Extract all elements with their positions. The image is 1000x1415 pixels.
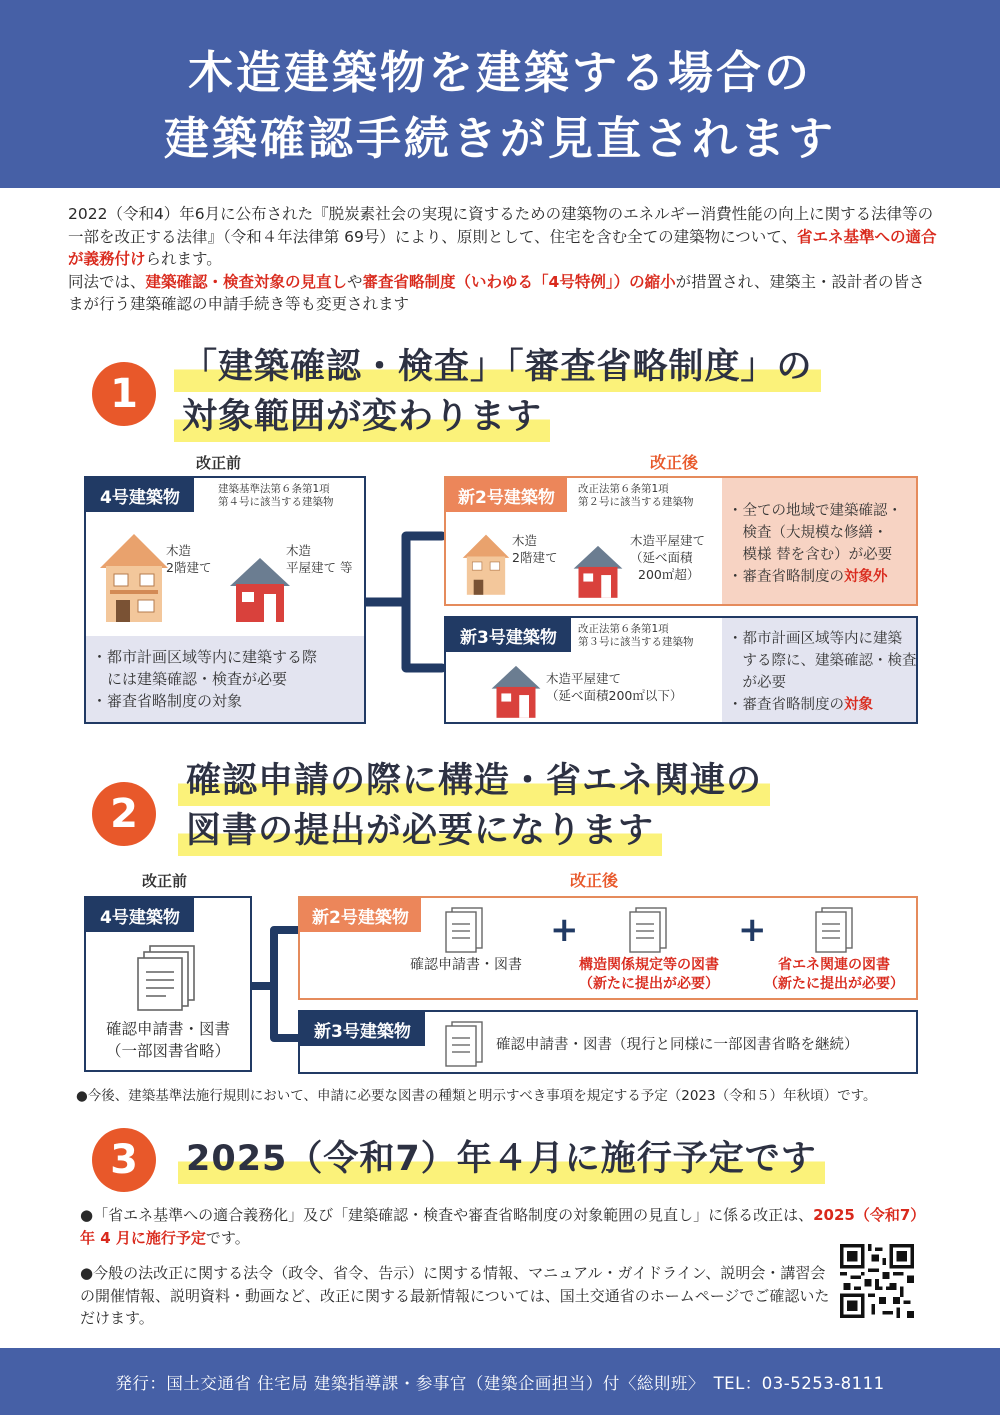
before-label: 改正前 xyxy=(196,454,242,472)
before-label-2: 改正前 xyxy=(142,872,188,890)
new-2-tag: 新2号建築物 xyxy=(446,478,567,512)
bracket-connector-2 xyxy=(252,900,302,1068)
section3-bullet-1: ●「省エネ基準への適合義務化」及び「建築確認・検査や審査省略制度の対象範囲の見直し」に係る改正は、2025（令和7）年 4 月に施行予定です。 xyxy=(80,1206,926,1247)
old-4-building-box xyxy=(84,476,366,724)
section3-heading: 2025（令和7）年４月に施行予定です xyxy=(178,1134,825,1184)
new-3-docs-caption: 確認申請書・図書（現行と同様に一部図書省略を継続） xyxy=(496,1037,859,1053)
document-icon xyxy=(444,1020,484,1068)
section3-bullet-2: ●今般の法改正に関する法令（政令、省令、告示）に関する情報、マニュアル・ガイドライン、説明会・講習会の開催情報、説明資料・動画など、改正に関する最新情報については、国土交通省のホームページでご確認いただけます。 xyxy=(80,1264,830,1327)
section-number-2: 2 xyxy=(92,782,156,846)
new-3-ref: 改正法第６条第1項 第３号に該当する建築物 xyxy=(578,623,694,648)
qr-code-icon[interactable] xyxy=(840,1244,914,1318)
new-2-doc3-caption: 省エネ関連の図書 （新たに提出が必要） xyxy=(764,957,904,992)
footer-publisher: 発行：国土交通省 住宅局 建築指導課・参事官（建築企画担当）付〈総則班〉 TEL：03-5253-8111 xyxy=(0,1348,1000,1415)
new-2-docs-box xyxy=(298,896,918,1000)
two-story-house-icon xyxy=(460,530,512,598)
new-3-tag: 新3号建築物 xyxy=(446,618,571,652)
one-story-house-icon xyxy=(572,542,624,600)
document-icon xyxy=(444,906,484,954)
plus-icon: + xyxy=(550,910,579,950)
new-3-house-label: 木造平屋建て （延べ面積200㎡以下） xyxy=(546,671,683,703)
old-4-ref: 建築基準法第６条第1項 第４号に該当する建築物 xyxy=(218,483,334,508)
after-label: 改正後 xyxy=(650,453,699,472)
new-2-building-box xyxy=(444,476,918,606)
section2-heading-line2: 図書の提出が必要になります xyxy=(178,806,662,856)
old-4-house1-label: 木造 2階建て xyxy=(166,543,212,575)
new-2-house1-label: 木造 2階建て xyxy=(512,533,558,565)
section-number-3: 3 xyxy=(92,1128,156,1192)
new-3-notes: ・都市計画区域等内に建築 する際に、建築確認・検査 が必要 ・審査省略制度の対象 xyxy=(728,631,917,713)
new-2-house2-label: 木造平屋建て （延べ面積 200㎡超） xyxy=(630,533,706,582)
after-label-2: 改正後 xyxy=(570,871,619,890)
new-2-doc1-caption: 確認申請書・図書 xyxy=(410,957,522,973)
section-number-1: 1 xyxy=(92,362,156,426)
new-2-docs-tag: 新2号建築物 xyxy=(300,898,421,932)
old-4-docs-box xyxy=(84,896,252,1072)
new-2-doc2-caption: 構造関係規定等の図書 （新たに提出が必要） xyxy=(579,957,719,992)
one-story-house-icon xyxy=(228,554,292,624)
new-3-docs-tag: 新3号建築物 xyxy=(300,1012,425,1046)
bracket-connector-1 xyxy=(366,486,446,718)
new-3-docs-box xyxy=(298,1010,918,1074)
section2-footnote: ●今後、建築基準法施行規則において、申請に必要な図書の種類と明示すべき事項を規定する予定（2023（令和５）年秋頃）です。 xyxy=(76,1088,877,1104)
new-3-building-box xyxy=(444,616,918,724)
intro-paragraph-2: 同法では、建築確認・検査対象の見直しや審査省略制度（いわゆる「4号特例」）の縮小が措置され、建築主・設計者の皆さまが行う建築確認の申請手続き等も変更されます xyxy=(68,272,925,313)
section1-heading-line1: 「建築確認・検査」「審査省略制度」の xyxy=(174,342,821,392)
document-icon xyxy=(628,906,668,954)
one-story-house-icon xyxy=(490,662,542,720)
document-icon xyxy=(814,906,854,954)
new-2-ref: 改正法第６条第1項 第２号に該当する建築物 xyxy=(578,483,694,508)
title-line-1: 木造建築物を建築する場合の xyxy=(187,46,812,99)
old-4-docs-caption: 確認申請書・図書 （一部図書省略） xyxy=(105,1020,230,1060)
two-story-house-icon xyxy=(96,530,172,624)
intro-paragraph-1: 2022（令和4）年6月に公布された『脱炭素社会の実現に資するための建築物のエネルギー消費性能の向上に関する法律等の一部を改正する法律』（令和４年法律第 69号）により、原則として、住宅を含む全ての建築物について、省エネ基準への適合が義務付けられます。 xyxy=(68,205,937,268)
old-4-notes: ・都市計画区域等内に建築する際 には建築確認・検査が必要 ・審査省略制度の対象 xyxy=(92,648,318,710)
new-2-notes: ・全ての地域で建築確認・ 検査（大規模な修繕・ 模様 替を含む）が必要 ・審査省略制度の対象外 xyxy=(728,503,902,585)
title-line-2: 建築確認手続きが見直されます xyxy=(163,112,836,165)
section1-heading-line2: 対象範囲が変わります xyxy=(174,392,550,442)
old-4-tag: 4号建築物 xyxy=(86,478,194,512)
old-4-house2-label: 木造 平屋建て 等 xyxy=(286,543,353,575)
header-banner xyxy=(0,0,1000,188)
section2-heading-line1: 確認申請の際に構造・省エネ関連の xyxy=(178,756,770,806)
old-4-docs-tag: 4号建築物 xyxy=(86,898,194,932)
document-stack-icon xyxy=(136,944,200,1012)
plus-icon: + xyxy=(738,910,767,950)
intro-text xyxy=(68,203,938,316)
